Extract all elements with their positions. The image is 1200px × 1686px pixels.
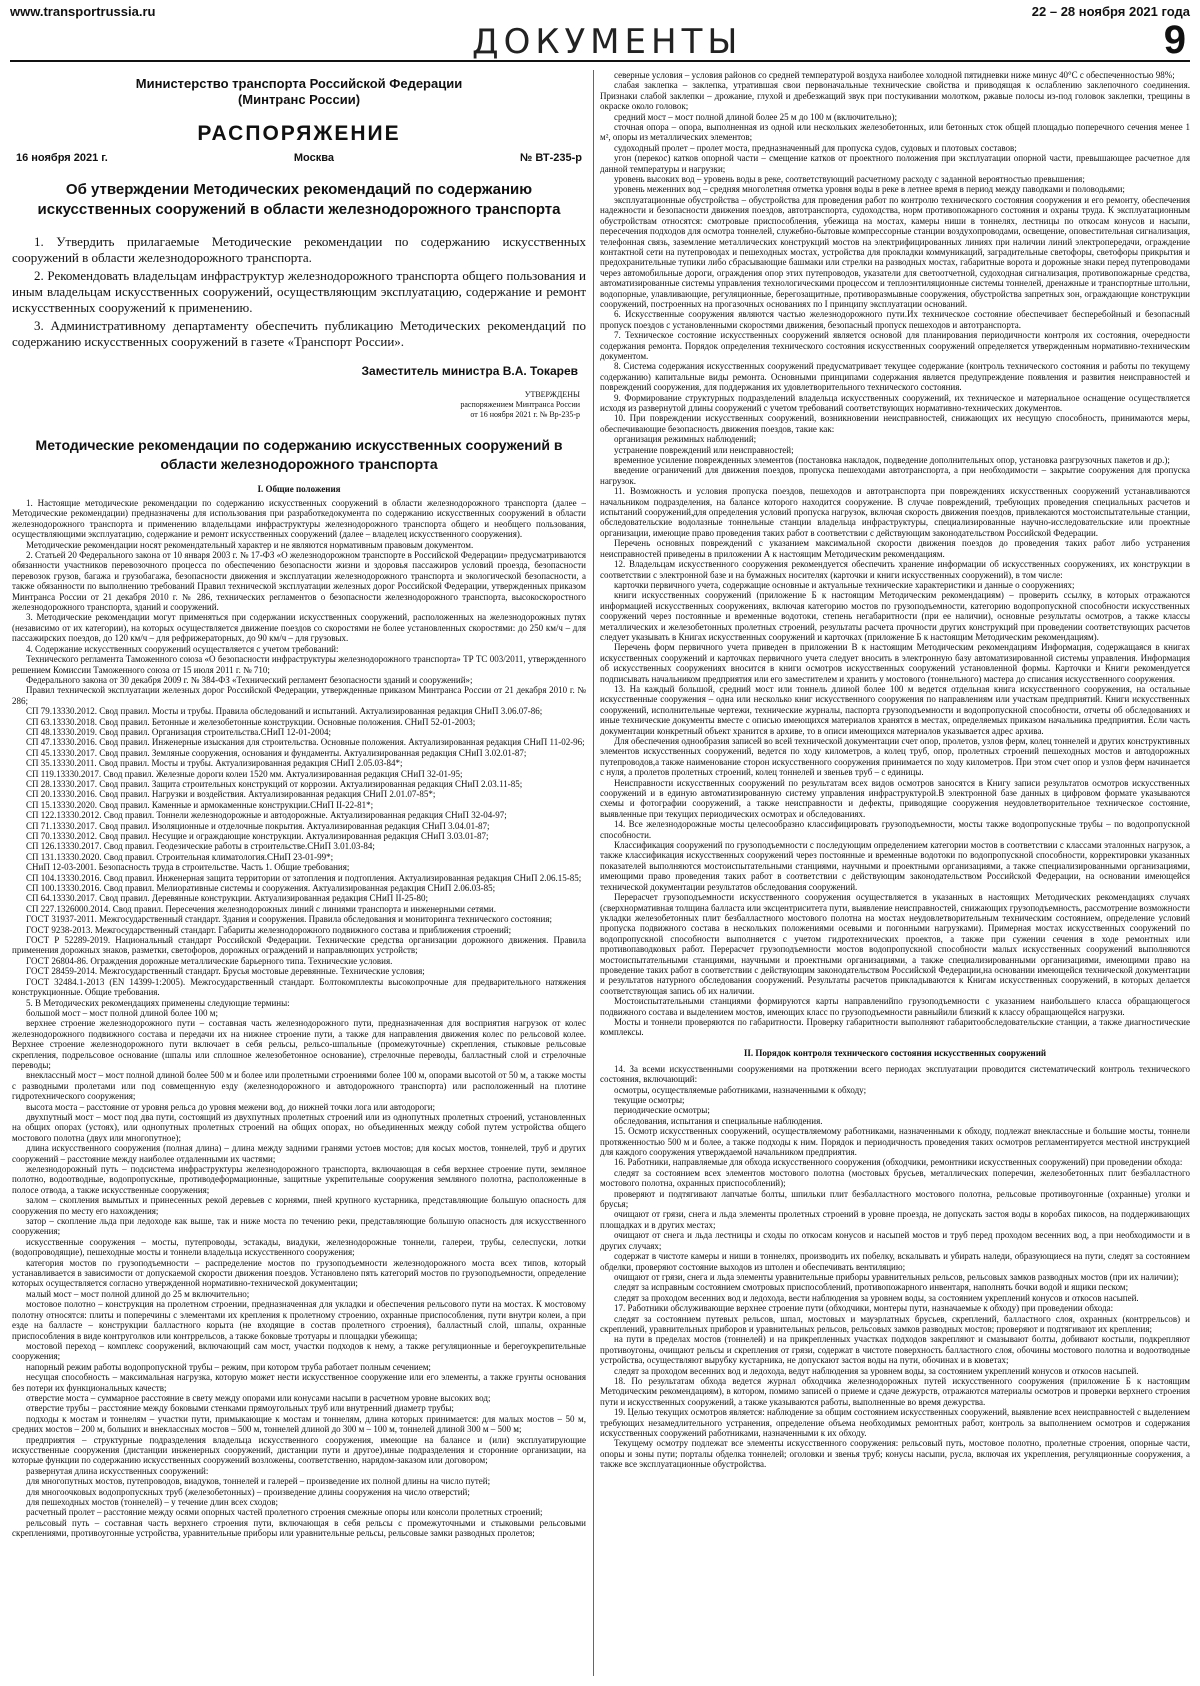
paragraph: Текущему осмотру подлежат все элементы искусственного сооружения: рельсовый путь, мостовое полотно, пролетные строения, опорные части, опоры и зоны пути; порталы обделка тоннелей; оголовки и звенья труб; конусы насыпи, русла, включая их укрепления, регуляционные сооружения, а также все эксплуатационные обустройства.	[600, 1438, 1190, 1470]
paragraph: карточки первичного учета, содержащие основные и актуальные технические характеристики и данные о сооружениях;	[614, 579, 1075, 590]
paragraph: 3. Методические рекомендации могут применяться при содержании искусственных сооружений, расположенных на железнодорожных путях (независимо от их категории), на которых осуществляется движение поездов со скоростями не более установленных скоростями: до 250 км/ч – для пассажирских поездов, до 120 км/ч – для рефрижераторных, до 90 км/ч – для грузовых.	[12, 612, 586, 644]
paragraph: 6. Искусственные сооружения являются частью железнодорожного пути.Их техническое состояние обеспечивает бесперебойный и безопасный пропуск поездов с установленными скоростями движения, безопасный пропуск пешеходов и автотранспорта.	[600, 309, 1190, 330]
paragraph: СП 122.13330.2012. Свод правил. Тоннели железнодорожные и автодорожные. Актуализированная редакция СНиП 32-04-97;	[26, 810, 507, 821]
paragraph: подходы к мостам и тоннелям – участки пути, примыкающие к мостам и тоннелям, длина которых принимается: для малых мостов – 50 м, средних мостов – 200 м, больших и внеклассных мостов – 500 м, тоннелей длиной до 300 м – 100 м, тоннелей длиной 300 м – 500 м;	[12, 1413, 586, 1435]
paragraph: следят за состоянием путевых рельсов, шпал, мостовых и мауэрлатных брусьев, скреплений, балластного слоя, охранных (контррельсов) и скреплений, уравнительных приборов и уравнительных рельсов, рельсовых замков разводных мостов; проверяют и подтягивают их крепления;	[600, 1313, 1190, 1334]
paragraph: СП 64.13330.2017. Свод правил. Деревянные конструкции. Актуализированная редакция СНиП II-25-80;	[26, 893, 429, 904]
paragraph: предприятия – структурные подразделения владельца искусственного сооружения, имеющие на балансе и (или) эксплуатирующие искусственные сооружения (дистанции инженерных сооружений, дистанции пути и другое),иные подразделения и сторонние организации, на которые функции по содержанию искусственных сооружений возложены, соответственно, нарядом-заказом или договором;	[12, 1434, 586, 1466]
issue-dates: 22 – 28 ноября 2021 года	[1031, 4, 1190, 19]
paragraph: длина искусственного сооружения (полная длина) – длина между задними гранями устоев мостов; для косых мостов, тоннелей, труб и других сооружений – расстояние между наиболее отдаленными их частями;	[12, 1143, 586, 1164]
paragraph: СП 131.13330.2020. Свод правил. Строительная климатология.СНиП 23-01-99*;	[26, 851, 334, 862]
paragraph: текущие осмотры;	[614, 1095, 685, 1105]
paragraph: внеклассный мост – мост полной длиной более 500 м и более или пролетными строениями более 100 м, опорами высотой от 50 м, а также мосты с разводными пролетами или под совмещенную езду (железнодорожного и автодорожного транспорта) или расположенный на плотине гидротехнического сооружения;	[12, 1070, 586, 1102]
paragraph: очищают от грязи, снега и льда элементы уравнительные приборы уравнительных рельсов, рельсовых замков разводных мостов (при их наличии);	[614, 1271, 1179, 1282]
paragraph: ГОСТ 9238-2013. Межгосударственный стандарт. Габариты железнодорожного подвижного состава и приближения строений;	[26, 924, 512, 935]
paragraph: железнодорожный путь – подсистема инфраструктуры железнодорожного транспорта, включающая в себя верхнее строение пути, земляное полотно, водоотводные, водопропускные, противодеформационные, защитные укрепительные сооружения земляного полотна, расположенные в полосе отвода, а также искусственные сооружения;	[12, 1164, 586, 1195]
paragraph: 10. При повреждении искусственных сооружений, возникновении неисправностей, снижающих их несущую способность, принимаются меры, обеспечивающие безопасность движения поездов, такие как:	[600, 413, 1190, 434]
paragraph: эксплуатационные обустройства – обустройства для проведения работ по контролю технического состояния сооружения и его ремонту, обеспечения надежности и безопасности движения поездов, автотранспорта, судоходства, норм противопожарного состояния и охраны труда. К эксплуатационным обустройствам относятся: смотровые приспособления, убежища на мостах, камеры ниши в тоннелях, лестницы по откосам конусов и насыпи, пересечения подходов для осмотра тоннелей, служебно-бытовые компрессорные станции воздухопроводами, освещение, оповестительная сигнализация, телефонная связь, заземление металлических конструкций мостов на электрифицированных линиях при наличии линий электропередачи, ограждение контактной сети на путепроводах и пешеходных мостах, устройства для прокладки коммуникаций, заградительные светофоры, светофоры прикрытия и предохранительные тупики либо сбрасывающие башмаки или стрелки на разводных мостах, габаритные ворота и дорожные знаки перед путепроводами через автомобильные дороги, ограждения опор этих путепроводов, указатели для светоотчетной, судоходная сигнализация, противопожарные средства, автоматизированные системы управления технологическими процессом и теплоэнтиляционные системы тоннелей, дренажные и транспортные штольни, водопорные, улавливающие, регуляционные, берегозащитные, противоразмывные сооружения, обустройства запретных зон, ограждающие конструкции сооружений, построенных на прогазочных основаниях по I принципу эксплуатации оснований.	[600, 194, 1190, 309]
paragraph: следят за проходом весенних вод и ледохода, ведут наблюдения за уровнем воды, за состоянием укреплений конусов и откосов насыпей.	[614, 1365, 1139, 1376]
paragraph: СП 15.13330.2020. Свод правил. Каменные и армокаменные конструкции.СНиП II-22-81*;	[26, 799, 374, 810]
paragraph: следят за состоянием всех элементов мостового полотна (мостовых брусьев, металлических поперечин, железобетонных плит безбалластного мостового полотна, охранных приспособлений);	[600, 1167, 1190, 1189]
paragraph: несущая способность – максимальная нагрузка, которую может нести искусственное сооружение или его элементы, а также грунты основания без потери их функциональных качеств;	[12, 1372, 586, 1393]
paragraph: развернутая длина искусственных сооружений:	[26, 1465, 209, 1476]
paragraph: очищают от снега и льда лестницы и сходы по откосам конусов и насыпей мостов и труб перед проходом весенних вод, а при необходимости и в других случаях;	[600, 1230, 1190, 1251]
order-point-2: 2. Рекомендовать владельцам инфраструктур железнодорожного транспорта общего пользования и иным владельцам искусственных сооружений, осуществляющим эксплуатацию, содержание и ремонт искусственных сооружений к применению.	[12, 268, 586, 315]
ministry-name: Министерство транспорта Российской Федерации	[135, 76, 463, 91]
paragraph: судоходный пролет – пролет моста, предназначенный для пропуска судов, судовых и плотовых составов;	[614, 142, 1017, 153]
approved-label: УТВЕРЖДЕНЫ	[524, 390, 580, 399]
ministry-header	[12, 76, 586, 108]
paragraph: Мосты и тоннели проверяются по габаритности. Проверку габаритности выполняют габаритообследовательские станции, а также диагностические комплексы.	[600, 1016, 1190, 1038]
paragraph: уровень высоких вод – уровень воды в реке, соответствующий расчетному расходу с заданной вероятностью превышения;	[614, 174, 1085, 185]
paragraph: СП 70.13330.2012. Свод правил. Несущие и ограждающие конструкции. Актуализированная редакция СНиП 3.03.01-87;	[26, 831, 489, 841]
paragraph: Перерасчет грузоподъемности искусственного сооружения осуществляется в указанных в настоящих Методических рекомендациях случаях (сверхнормативная толщина балласта или эксцентриситета пути, выявление неисправностей, снижающих грузоподъемность, рассмотрение возможности укладки железобетонных плит безбалластного мостового полотна на мостах неудовлетворительным техническим состоянием, определение условий пропуска подвижного состава в нескольких положениями осевыми и погонными нагрузками). Примерная мостах искусственных сооружений по водопропускной способности выполняется с учетом гидротехнических проектов, а также при сужении сечения в ходе ремонтных или противопаводковых работ. Перерасчет грузоподъемности мостов водопропускной способности малых искусственных сооружений выполняются мостоиспытательными станциями, научными и проектными организациями, а также специализированными организациями, имеющими право на проведение таких работ в соответствии с действующим законодательством Российской Федерации,на основании имеющейся технической документации и результатов натурного обследования сооружений. Результаты расчетов прикладываются к Книгам искусственных сооружений, в которых делается соответствующая запись об их наличии.	[600, 892, 1190, 996]
paragraph: очищают от грязи, снега и льда элементы пролетных строений в уровне проезда, не допускать застоя воды в коробах пикосов, на поддерживающих площадках и в других местах;	[600, 1209, 1190, 1230]
paragraph: 18. По результатам обхода ведется журнал обходчика железнодорожных путей искусственного сооружения (приложение Б к настоящим Методическим рекомендациям), в котором, помимо записей о приеме и сдаче дежурств, отражаются материалы осмотров и проверки верхнего строения пути и искусственных сооружений, а также указываются работы, выполненные во время дежурства.	[600, 1375, 1190, 1407]
paragraph: ГОСТ 32484.1-2013 (EN 14399-1:2005). Межгосударственный стандарт. Болтокомплекты высокопрочные для предварительного натяжения конструкционные. Общие требования.	[12, 976, 586, 998]
paragraph: введение ограничений для движения поездов, пропуска пешеходами автотранспорта, а при необходимости – закрытие сооружения для пропуска нагрузок.	[600, 465, 1190, 486]
paragraph: СП 20.13330.2016. Свод правил. Нагрузки и воздействия. Актуализированная редакция СНиП 2.01.07-85*;	[26, 789, 436, 800]
paragraph: 16. Работники, направляемые для обхода искусственного сооружения (обходчики, ремонтники искусственных сооружений) при проведении обхода:	[614, 1157, 1183, 1168]
paragraph: Технического регламента Таможенного союза «О безопасности инфраструктуры железнодорожного транспорта» ТР ТС 003/2011, утвержденного решением Комиссии Таможенного союза от 15 июля 2011 г. № 710;	[12, 654, 586, 675]
paragraph: 11. Возможность и условия пропуска поездов, пешеходов и автотранспорта при повреждениях искусственных сооружений устанавливаются начальником подразделения, на балансе которого находится сооружение. В случае повреждений, требующих проведения специальных расчетов и испытаний сооружений,для определения условий пропуска нагрузок, включая скорость движения поездов, привлекаются мостоиспытательные станции, обследовательские водолазные тоннельные станции владельца инфраструктуры, специализированные научно-исследовательские или проектные организации, имеющие право проведения таких работ в соответствии с действующим законодательством Российской Федерации.	[600, 486, 1190, 538]
paragraph: периодические осмотры;	[614, 1105, 710, 1116]
paragraph: ГОСТ 28459-2014. Межгосударственный стандарт. Брусья мостовые деревянные. Технические условия;	[26, 966, 425, 977]
paragraph: двухпутный мост – мост под два пути, состоящий из двухпутных пролетных строений или из однопутных пролетных строений, установленных на общих опорах (устоях), или однопутных пролетных строений на общих опорах, но объединенных между собой путем устройства общего мостового полотна (двух или многопутное);	[12, 1111, 586, 1143]
paragraph: 17. Работники обслуживающие верхнее строение пути (обходчики, монтеры пути, назначаемые к обходу) при проведении обхода:	[614, 1303, 1114, 1314]
paragraph: на пути в пределах мостов (тоннелей) и на прикрепленных участках подходов закрепляют и смазывают болты, добивают костыли, подкрепляют противоугоны, очищают рельсы и скрепления от грязи, содержат в чистоте поверхность балластного слоя, обочины мостового полотна и водоотводные устройства, осуществляют вырубку кустарника, не допускают застоя воды на пути, обочинах и в кюветах;	[600, 1334, 1190, 1366]
paragraph: 14. За всеми искусственными сооружениями на протяжении всего периодах эксплуатации проводится систематический контроль технического состояния, включающий:	[600, 1063, 1190, 1085]
paragraph: для пешеходных мостов (тоннелей) – у течение длин всех сходов;	[26, 1497, 278, 1507]
paragraph: залом – скопления вымытых и принесенных рекой деревьев с корнями, пней крупного кустарника, представляющие большую опасность для сооружения по месту его нахождения;	[12, 1195, 586, 1216]
paragraph: малый мост – мост полной длиной до 25 м включительно;	[26, 1288, 250, 1299]
paragraph: рельсовый путь – составная часть верхнего строения пути, включающая в себя рельсы с промежуточными и стыковыми рельсовыми скреплениями, противоугонные устройства, уравнительные приборы или уравнительные рельсы, рельсовые замки разводных пролетов;	[12, 1517, 586, 1539]
paragraph: обследования, испытания и специальные наблюдения.	[614, 1115, 823, 1126]
right-body-text-2	[600, 1064, 1190, 1470]
paragraph: северные условия – условия районов со средней температурой воздуха наиболее холодной пятидневки ниже минус 40°С с обеспеченностью 98%;	[614, 70, 1175, 80]
paragraph: искусственные сооружения – мосты, путепроводы, эстакады, виадуки, железнодорожные тоннели, галереи, трубы, селеспуски, лотки (водопроводящие), пешеходные мосты и тоннели владельца искусственного сооружения;	[12, 1236, 586, 1258]
paragraph: 14. Все железнодорожные мосты целесообразно классифицировать грузоподъемности, мосты также водопропускные трубы – по водопропускной способности.	[600, 819, 1190, 840]
paragraph: напорный режим работы водопропускной трубы – режим, при котором труба работает полным сечением;	[26, 1361, 431, 1372]
order-type: РАСПОРЯЖЕНИЕ	[197, 122, 401, 145]
recommendations-title: Методические рекомендации по содержанию искусственных сооружений в области железнодорожного транспорта	[35, 437, 563, 472]
paragraph: СП 227.1326000.2014. Свод правил. Пересечения железнодорожных линий с линиями транспорта и инженерными сетями.	[26, 903, 496, 914]
paragraph: Для обеспечения однообразия записей во всей технической документации счет опор, пролетов, узлов ферм, колец тоннелей и других конструктивных элементов искусственных сооружений, ведется по ходу километров, а колец труб, опор, пролетных строений пешеходных мостов и автодорожных путепроводов,а также наименование сторон искусственного сооружения принимается по ходу километров. При этом счет опор и узлов ферм начинается с нуля, а пролетов пролетных строений, колец тоннелей и звеньев труб – с единицы.	[600, 736, 1190, 778]
paragraph: СП 100.13330.2016. Свод правил. Мелиоративные системы и сооружения. Актуализированная редакция СНиП 2.06.03-85;	[26, 883, 496, 894]
paragraph: СП 71.13330.2017. Свод правил. Изоляционные и отделочные покрытия. Актуализированная редакция СНиП 3.04.01-87;	[26, 820, 490, 831]
paragraph: для многопутных мостов, путепроводов, виадуков, тоннелей и галерей – произведение их полной длины на число путей;	[26, 1476, 491, 1487]
paragraph: содержат в чистоте камеры и ниши в тоннелях, производить их побелку, вскалывать и убирать наледи, образующиеся на пути, следят за состоянием обделки, проверяют состояние выходов из штолен и обеспечивать вентиляцию;	[600, 1251, 1190, 1272]
chapter-heading: II. Порядок контроля технического состояния искусственных сооружений	[743, 1047, 1047, 1058]
paragraph: 1. Настоящие методические рекомендации по содержанию искусственных сооружений в области железнодорожного транспорта (далее – Методические рекомендации) предназначены для использования при разработкедокумента по содержанию искусственных сооружений в области железнодорожного транспорта и применению владельцами инфраструктуры железнодорожного транспорта общего и необщего пользования, осуществляющими эксплуатацию, содержание и ремонт искусственных сооружений (далее – владелец искусственного сооружения).	[12, 498, 586, 540]
approved-date: от 16 ноября 2021 г. № Вр-235-р	[470, 410, 580, 419]
order-point-1: 1. Утвердить прилагаемые Методические рекомендации по содержанию искусственных сооружений в области железнодорожного транспорта.	[12, 234, 586, 265]
paragraph: ГОСТ 26804-86. Ограждения дорожные металлические барьерного типа. Технические условия.	[26, 955, 393, 966]
paragraph: СП 47.13330.2016. Свод правил. Инженерные изыскания для строительства. Основные положения. Актуализированная редакция СНиП 11-02-96;	[26, 737, 585, 748]
paragraph: проверяют и подтягивают лапчатые болты, шпильки плит безбалластного мостового полотна, рельсовые противоугонные (охранные) уголки и брусья;	[600, 1188, 1190, 1210]
order-city: Москва	[293, 152, 334, 164]
order-title: Об утверждении Методических рекомендаций по содержанию искусственных сооружений в области железнодорожного транспорта	[37, 181, 561, 218]
paragraph: 13. На каждый большой, средний мост или тоннель длиной более 100 м ведется отдельная книга искусственного сооружения, на остальные искусственные сооружения – одна или несколько книг искусственного сооружения по направлениям или участкам предприятий. Книги искусственных сооружений, исполнительные чертежи, технические журналы, паспорта грузоподъемности и водопропускной способности, отчеты об обследованиях и иные технические документы вместе с описью имеющихся материалов хранятся в местах, определяемых приказом начальника предприятия. Если часть документации конкретный объект хранится в архиве, то в описи имеющихся материалов указывается адрес архива.	[600, 683, 1190, 736]
paragraph: Неисправности искусственных сооружений по результатам всех видов осмотров заносятся в Книгу записи результатов осмотров искусственных сооружений и в единую автоматизированную систему управления инфраструктурой.В электронной базе данных в цифровом формате указываются схемы и фотографии сооружений, а также неисправности и дефекты, приводящие сооружения неудовлетворительное техническое состояние, выявленные при текущих периодических осмотрах и обследованиях.	[600, 777, 1190, 819]
masthead	[10, 4, 1190, 62]
paragraph: СП 45.13330.2017. Свод правил. Земляные сооружения, основания и фундаменты. Актуализированная редакция СНиП 3.02.01-87;	[26, 747, 527, 758]
paragraph: СП 63.13330.2018. Свод правил. Бетонные и железобетонные конструкции. Основные положения. СНиП 52-01-2003;	[26, 716, 476, 727]
order-number: № ВТ-235-р	[520, 152, 582, 164]
paragraph: организация режимных наблюдений;	[614, 434, 757, 445]
paragraph: 2. Статьей 20 Федерального закона от 10 января 2003 г. № 17-ФЗ «О железнодорожном транспорте в Российской Федерации» предусматриваются обязанности участников перевозочного процесса по обеспечению безопасности жизни и здоровья пассажиров условий проезда, безопасности перевозок грузов, багажа и грузобагажа, безопасности движения и эксплуатации железнодорожного транспорта и экологической безопасности, а также обязанности по выполнению требований Правил технической эксплуатации железных дорог Российской Федерации, утвержденных приказом Минтранса России от 21 декабря 2010 г. № 286, технических регламентов о безопасности железнодорожного транспорта, высокоскоростного железнодорожного транспорта, зданий и сооружений.	[12, 550, 586, 613]
approval-stamp	[18, 390, 580, 420]
right-column	[600, 70, 1190, 1680]
paragraph: 15. Осмотр искусственных сооружений, осуществляемому работниками, назначенными к обходу, подлежат внеклассные и большие мосты, тоннели протяженностью 500 м и более, а также подходы к ним. Порядок и периодичность проведения таких осмотров регламентируется местной инструкцией для каждого сооружения утверждаемой начальником предприятия.	[600, 1126, 1190, 1158]
paragraph: осмотры, осуществляемые работниками, назначенными к обходу;	[614, 1084, 867, 1095]
paragraph: СП 79.13330.2012. Свод правил. Мосты и трубы. Правила обследований и испытаний. Актуализированная редакция СНиП 3.06.07-86;	[26, 706, 543, 717]
paragraph: средний мост – мост полной длиной более 25 м до 100 м (включительно);	[614, 111, 898, 122]
paragraph: 4. Содержание искусственных сооружений осуществляется с учетом требований:	[26, 643, 339, 654]
paragraph: 8. Система содержания искусственных сооружений предусматривает текущее содержание (контроль технического состояния и работы по текущему содержанию) капитальные виды ремонта. Основными принципами содержания является предупреждение появления и развития неисправностей и повреждений сооружения, для поддержания их удовлетворительного технического состояния.	[600, 361, 1190, 393]
signature: Заместитель министра В.А. Токарев	[361, 364, 578, 378]
paragraph: Мостоиспытательными станциями формируются карты направленийпо грузоподъемности с указанием наибольшего класса обращающегося подвижного состава и выделением мостов, имеющих класс по грузоподъемности равныйили близкий к классу обращающейся нагрузки.	[600, 996, 1190, 1017]
paragraph: отверстие моста – суммарное расстояние в свету между опорами или конусами насыпи в расчетном уровне высоких вод;	[26, 1392, 491, 1403]
paragraph: отверстие трубы – расстояние между боковыми стенками прямоугольных труб или внутренний диаметр трубы;	[26, 1403, 454, 1414]
paragraph: 5. В Методических рекомендациях применены следующие термины:	[26, 997, 290, 1008]
approved-by: распоряжением Минтранса России	[460, 400, 580, 409]
paragraph: СНиП 12-03-2001. Безопасность труда в строительстве. Часть 1. Общие требования;	[26, 862, 350, 873]
paragraph: сточная опора – опора, выполненная из одной или нескольких железобетонных, или бетонных сток общей площадью поперечного сечения менее 1 м², опоры из металлических элементов;	[600, 122, 1190, 143]
paragraph: мостовой переход – комплекс сооружений, включающий сам мост, участки подходов к нему, а также регуляционные и берегоукрепительные сооружения;	[12, 1340, 586, 1362]
paragraph: устранение повреждений или неисправностей;	[614, 444, 794, 455]
paragraph: затор – скопление льда при ледоходе как выше, так и ниже моста по течению реки, представляющие большую опасность для искусственного сооружения;	[12, 1216, 586, 1237]
order-point-3: 3. Административному департаменту обеспечить публикацию Методических рекомендаций по содержанию искусственных сооружений в газете «Транспорт России».	[12, 318, 586, 349]
paragraph: верхнее строение железнодорожного пути – составная часть железнодорожного пути, предназначенная для восприятия нагрузок от колес железнодорожного подвижного состава и передачи их на нижнее строение пути, а также для направления движения колес по рельсовой колее. Верхнее строение железнодорожного пути включает в себя рельсы, рельсо-шпальные (промежуточные) скрепления, стыковые рельсовые скрепления, подрельсовое основание (шпалы или сплошное железобетонное основание), стрелочные переводы, балластный слой и стрелочные переводы;	[12, 1018, 586, 1070]
paragraph: 7. Техническое состояние искусственных сооружений является основой для планирования периодичности контроля их состояния, очередности содержания ремонта. Порядок определения технического состояния искусственных сооружений определяется утвержденным нормативно-техническим документом.	[600, 330, 1190, 361]
site-url[interactable]: www.transportrussia.ru	[10, 4, 156, 19]
paragraph: Правил технической эксплуатации железных дорог Российской Федерации, утвержденные приказом Минтранса России от 21 декабря 2010 г. № 286;	[12, 685, 586, 706]
order-line	[16, 152, 582, 164]
paragraph: Перечень основных повреждений с указанием максимальной скорости движения поездов до проведения таких работ либо устранения неисправностей приведены в приложении А к настоящим Методическим рекомендациям.	[600, 538, 1190, 559]
left-body-text	[12, 498, 586, 1539]
paragraph: категория мостов по грузоподъемности – распределение мостов по грузоподъемности железнодорожного моста всех типов, который устанавливается в зависимости от допускаемой скорости движения поездов. Установлено пять категорий мостов по грузоподъемности, определение которых осуществляется согласно утвержденной нормативно-технической документации;	[12, 1257, 586, 1289]
paragraph: 9. Формирование структурных подразделений владельца искусственных сооружений, их техническое и материальное оснащение осуществляется исходя из развернутой длины сооружений с учетом требований соответствующих нормативно-технических документов.	[600, 392, 1190, 413]
paragraph: СП 104.13330.2016. Свод правил. Инженерная защита территории от затопления и подтопления. Актуализированная редакция СНиП 2.06.15-85;	[26, 872, 582, 883]
paragraph: слабая заклепка – заклепка, утратившая свои первоначальные технические свойства и приводящая к ослаблению заклепочного соединения. Признаки слабой заклепки – дрожание, глухой и дребезжащий звук при постукивании молотком, ржавые полосы из-под головок заклепки, трещины в окраске около головок;	[600, 80, 1190, 112]
chapter-heading: I. Общие положения	[257, 484, 341, 494]
paragraph: уровень меженних вод – средняя многолетняя отметка уровня воды в реке в летнее время в период между паводками и половодьями;	[614, 184, 1125, 195]
paragraph: ГОСТ Р 52289-2019. Национальный стандарт Российской Федерации. Технические средства организации дорожного движения. Правила применения дорожных знаков, разметки, светофоров, дорожных ограждений и направляющих устройств;	[12, 935, 586, 956]
paragraph: 12. Владельцам искусственного сооружения рекомендуется обеспечить хранение информации об искусственных сооружениях, их конструкции в соответствии с электронной базе и на бумажных носителях (карточки и книги искусственных сооружений), в том числе:	[600, 559, 1190, 580]
page-number: 9	[1163, 18, 1186, 62]
ministry-short: (Минтранс России)	[237, 92, 361, 107]
paragraph: для многоочковых водопропускных труб (железобетонных) – произведение длины сооружения на число отверстий;	[26, 1486, 470, 1497]
paragraph: Федерального закона от 30 декабря 2009 г. № 384-ФЗ «Технический регламент безопасности зданий и сооружений»;	[26, 674, 473, 685]
paragraph: Перечень форм первичного учета приведен в приложении В к настоящим Методическим рекомендациям Информация, содержащаяся в книгах искусственных сооружений и карточках первичного учета следует вносить в электронную базу автоматизированной системы управления. Информация об искусственных сооружениях вносится в книги осмотров искусственных сооружений установленной формы. Карточки и Книги рекомендуется подписывать начальником предприятия или его заместителем и хранить у мостового (тоннельного) мастера до списания искусственного сооружения.	[600, 642, 1190, 684]
paragraph: СП 28.13330.2017. Свод правил. Защита строительных конструкций от коррозии. Актуализированная редакция СНиП 2.03.11-85;	[26, 778, 523, 789]
paragraph: Методические рекомендации носят рекомендательный характер и не являются нормативным правовым документом.	[26, 539, 474, 550]
paragraph: Классификация сооружений по грузоподъемности с последующим определением категории мостов в соответствии с классами эталонных нагрузок, а также классификация искусственных сооружений через постоянные и временные водотоки по водопропускной способности, корректировки указанных показателей выполняются мостоиспытательными станциями, научными и проектными организациями, а также специализированными организациями, имеющими право проведения таких работ в соответствии с действующим законодательством Российской Федерации, на основании имеющейся технической документации результатов обследования сооружений.	[600, 840, 1190, 892]
paragraph: следят за исправным состоянием смотровых приспособлений, противопожарного инвентаря, наполнять бочки водой и ящики песком;	[614, 1282, 1129, 1293]
paragraph: следят за проходом весенних вод и ледохода, вести наблюдения за уровнем воды, за состоянием укреплений конусов и откосов насыпей.	[614, 1292, 1139, 1303]
order-date: 16 ноября 2021 г.	[16, 152, 108, 164]
paragraph: СП 35.13330.2011. Свод правил. Мосты и трубы. Актуализированная редакция СНиП 2.05.03-84*;	[26, 758, 403, 769]
paragraph: СП 126.13330.2017. Свод правил. Геодезические работы в строительстве.СНиП 3.01.03-84;	[26, 841, 375, 852]
paragraph: угон (перекос) катков опорной части – смещение катков от проектного положения при эксплуатации опорной части, превышающее расчетное для данной температуры и нагрузки;	[600, 153, 1190, 174]
column-divider	[593, 70, 594, 1676]
paragraph: большой мост – мост полной длиной более 100 м;	[26, 1007, 218, 1018]
paragraph: 19. Целью текущих осмотров является: наблюдение за общим состоянием искусственных сооружений, выявление всех неисправностей с выделением требующих незамедлительного устранения, определение объема необходимых ремонтных работ, контроль за выполнением осмотров и содержания искусственных сооружений работниками, назначенными к их обходу.	[600, 1407, 1190, 1438]
paragraph: расчетный пролет – расстояние между осями опорных частей пролетного строения смежные опоры или консоли пролетных строений;	[26, 1507, 543, 1518]
section-title: ДОКУМЕНТЫ	[472, 22, 743, 62]
paragraph: высота моста – расстояние от уровня рельса до уровня межени вод, до нижней точки лога или автодороги;	[26, 1101, 436, 1112]
right-body-text	[600, 70, 1190, 1038]
left-column	[12, 70, 586, 1680]
paragraph: мостовое полотно – конструкция на пролетном строении, предназначенная для укладки и обеспечения рельсового пути на мостах. К мостовому полотну относятся: плиты и поперечины с элементами их крепления к пролетному строению, охранные приспособления, пути внутри колеи, а при езде на балласте – конструкции балластного корыта (не входящие в состав пролетного строения), балластный слой, шпалы, охранные приспособления в виде контруголков или контррельсов, а также боковые тротуары и площадки убежища;	[12, 1299, 586, 1341]
paragraph: книги искусственных сооружений (приложение Б к настоящим Методическим рекомендациям) – проверить ссылку, в которых отражаются информацией искусственных сооружениях, включая категорию мостов по грузоподъемности, категорию водопропускной способности искусственных сооружений через постоянные и временные водотоки, степень негабаритности (при ее наличии), основные результаты осмотров, а также классы металлических и железобетонных пролетных строений, результаты расчета прочности других конструкций при проведении соответствующих расчетов следует указывать в Книгах искусственных сооружений и карточках (приложение Б к настоящим Методическим рекомендациям).	[600, 590, 1190, 642]
paragraph: ГОСТ 31937-2011. Межгосударственный стандарт. Здания и сооружения. Правила обследования и мониторинга технического состояния;	[26, 914, 552, 925]
paragraph: СП 119.13330.2017. Свод правил. Железные дороги колеи 1520 мм. Актуализированная редакция СНиП 32-01-95;	[26, 768, 463, 779]
paragraph: СП 48.13330.2019. Свод правил. Организация строительства.СНиП 12-01-2004;	[26, 726, 332, 737]
paragraph: временное усиление поврежденных элементов (постановка накладок, подведение дополнительных опор, установка разгрузочных пакетов и др.);	[614, 455, 1170, 466]
